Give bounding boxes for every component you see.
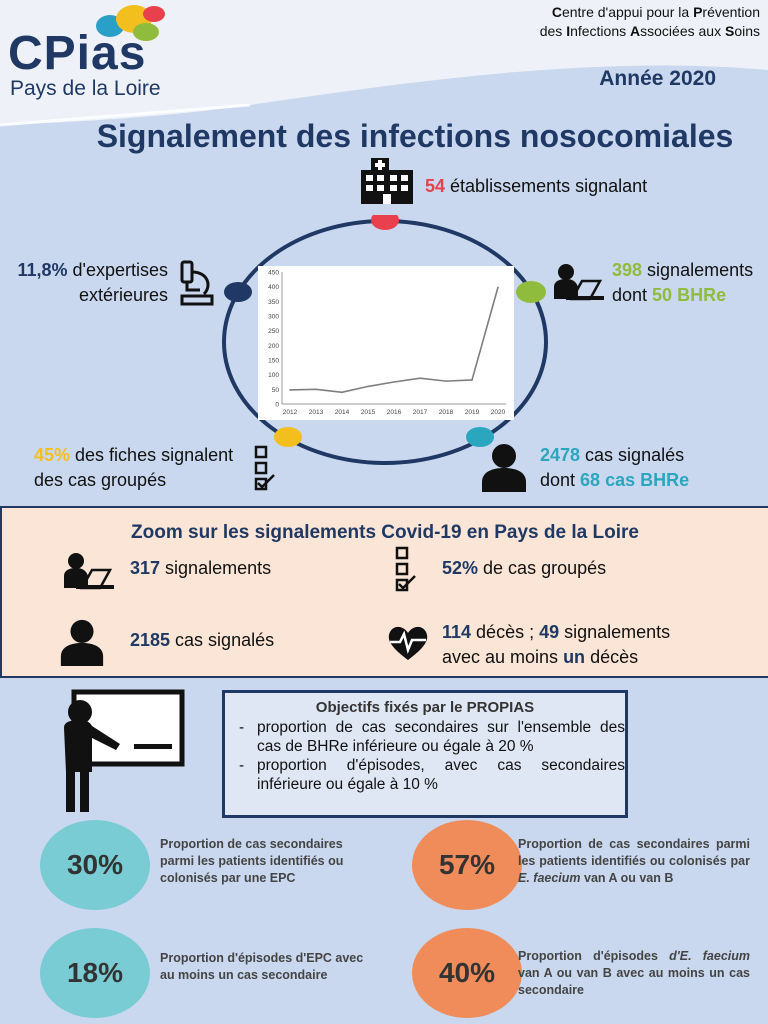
objectifs-list bbox=[225, 718, 625, 794]
data-point bbox=[419, 377, 421, 379]
x-tick-label: 2014 bbox=[334, 409, 350, 416]
y-tick-label: 100 bbox=[268, 372, 279, 380]
data-point bbox=[393, 381, 395, 383]
proportion-circle: 30% bbox=[40, 820, 150, 910]
logo-subtitle: Pays de la Loire bbox=[10, 77, 161, 100]
ring-dot-navy bbox=[224, 282, 252, 302]
stat-fiches: 45% des fiches signalent des cas groupés bbox=[34, 445, 234, 490]
covid-signalements: 317 signalements bbox=[130, 558, 272, 578]
data-point bbox=[471, 379, 473, 381]
person-icon bbox=[480, 442, 528, 492]
covid-cas-signales: 2185 cas signalés bbox=[130, 630, 275, 650]
x-tick-label: 2013 bbox=[308, 409, 324, 416]
list-item: - proportion d'épisodes, avec cas secondaires inférieure ou égale à 10 % bbox=[239, 756, 625, 794]
year-label: Année 2020 bbox=[599, 67, 716, 90]
org-line-1: Centre d'appui pour la Prévention bbox=[551, 4, 760, 20]
data-point bbox=[497, 286, 499, 288]
x-tick-label: 2012 bbox=[282, 409, 298, 416]
line-chart bbox=[258, 266, 514, 420]
y-tick-label: 200 bbox=[268, 342, 279, 350]
stat-signalements: 398 signalements dont 50 BHRe bbox=[612, 260, 754, 305]
proportion-circle: 18% bbox=[40, 928, 150, 1018]
x-tick-label: 2017 bbox=[412, 409, 428, 416]
chart-panel bbox=[258, 266, 514, 420]
data-point bbox=[367, 386, 369, 388]
heart-pulse-icon bbox=[386, 624, 430, 662]
covid-deces: 114 décès ; 49 signalements avec au moins un décès bbox=[442, 622, 671, 667]
data-point bbox=[289, 389, 291, 391]
proportion-circle: 57% bbox=[412, 820, 522, 910]
logo bbox=[8, 4, 198, 100]
checklist-icon bbox=[254, 445, 276, 491]
data-point bbox=[341, 391, 343, 393]
stat-expertises: 11,8% d'expertises extérieures bbox=[17, 260, 168, 305]
stat-etablissements: 54 établissements signalant bbox=[425, 176, 648, 196]
proportion-circle: 40% bbox=[412, 928, 522, 1018]
y-tick-label: 0 bbox=[275, 401, 279, 409]
hospital-icon bbox=[361, 158, 413, 204]
logo-text: CPias bbox=[8, 27, 147, 80]
x-tick-label: 2019 bbox=[464, 409, 480, 416]
ring-dot-green bbox=[516, 281, 546, 303]
y-tick-label: 300 bbox=[268, 313, 279, 321]
proportion-description: Proportion de cas secondaires parmi les patients identifiés ou colonisés par une EPC bbox=[160, 837, 344, 885]
y-tick-label: 450 bbox=[268, 269, 279, 277]
ring-dot-yellow bbox=[274, 427, 302, 447]
x-tick-label: 2016 bbox=[386, 409, 402, 416]
presenter-icon bbox=[56, 686, 188, 814]
x-tick-label: 2015 bbox=[360, 409, 376, 416]
proportion-description: Proportion d'épisodes d'E. faecium van A ou van B avec au moins un cas secondaire bbox=[518, 949, 751, 997]
covid-cas-groupes: 52% de cas groupés bbox=[442, 558, 607, 578]
y-tick-label: 50 bbox=[271, 386, 279, 394]
y-tick-label: 150 bbox=[268, 357, 279, 365]
org-line-2: des Infections Associées aux Soins bbox=[539, 23, 760, 39]
proportion-description: Proportion de cas secondaires parmi les patients identifiés ou colonisés par E. faecium van A ou van B bbox=[518, 837, 750, 885]
covid-zoom-panel bbox=[0, 506, 768, 678]
ring-dot-red bbox=[371, 215, 399, 230]
computer-user-icon bbox=[552, 263, 604, 301]
proportion-description: Proportion d'épisodes d'EPC avec au moins un cas secondaire bbox=[160, 951, 364, 982]
data-point bbox=[315, 389, 317, 391]
objectifs-box bbox=[222, 690, 628, 818]
objectifs-title: Objectifs fixés par le PROPIAS bbox=[315, 699, 535, 716]
org-name bbox=[540, 3, 760, 41]
list-item: - proportion de cas secondaires sur l'ensemble des cas de BHRe inférieure ou égale à 20 % bbox=[239, 718, 625, 756]
data-point bbox=[445, 380, 447, 382]
covid-zoom-title: Zoom sur les signalements Covid-19 en Pays de la Loire bbox=[131, 522, 639, 543]
x-tick-label: 2020 bbox=[490, 409, 506, 416]
page-title: Signalement des infections nosocomiales bbox=[96, 118, 734, 154]
stat-cas: 2478 cas signalés dont 68 cas BHRe bbox=[540, 445, 690, 490]
series-line bbox=[290, 287, 498, 392]
checklist-icon bbox=[395, 546, 417, 592]
microscope-icon bbox=[178, 260, 220, 306]
x-tick-label: 2018 bbox=[438, 409, 454, 416]
computer-user-icon bbox=[62, 552, 114, 590]
person-icon bbox=[58, 618, 106, 666]
y-tick-label: 350 bbox=[268, 298, 279, 306]
y-tick-label: 400 bbox=[268, 284, 279, 292]
y-tick-label: 250 bbox=[268, 328, 279, 336]
